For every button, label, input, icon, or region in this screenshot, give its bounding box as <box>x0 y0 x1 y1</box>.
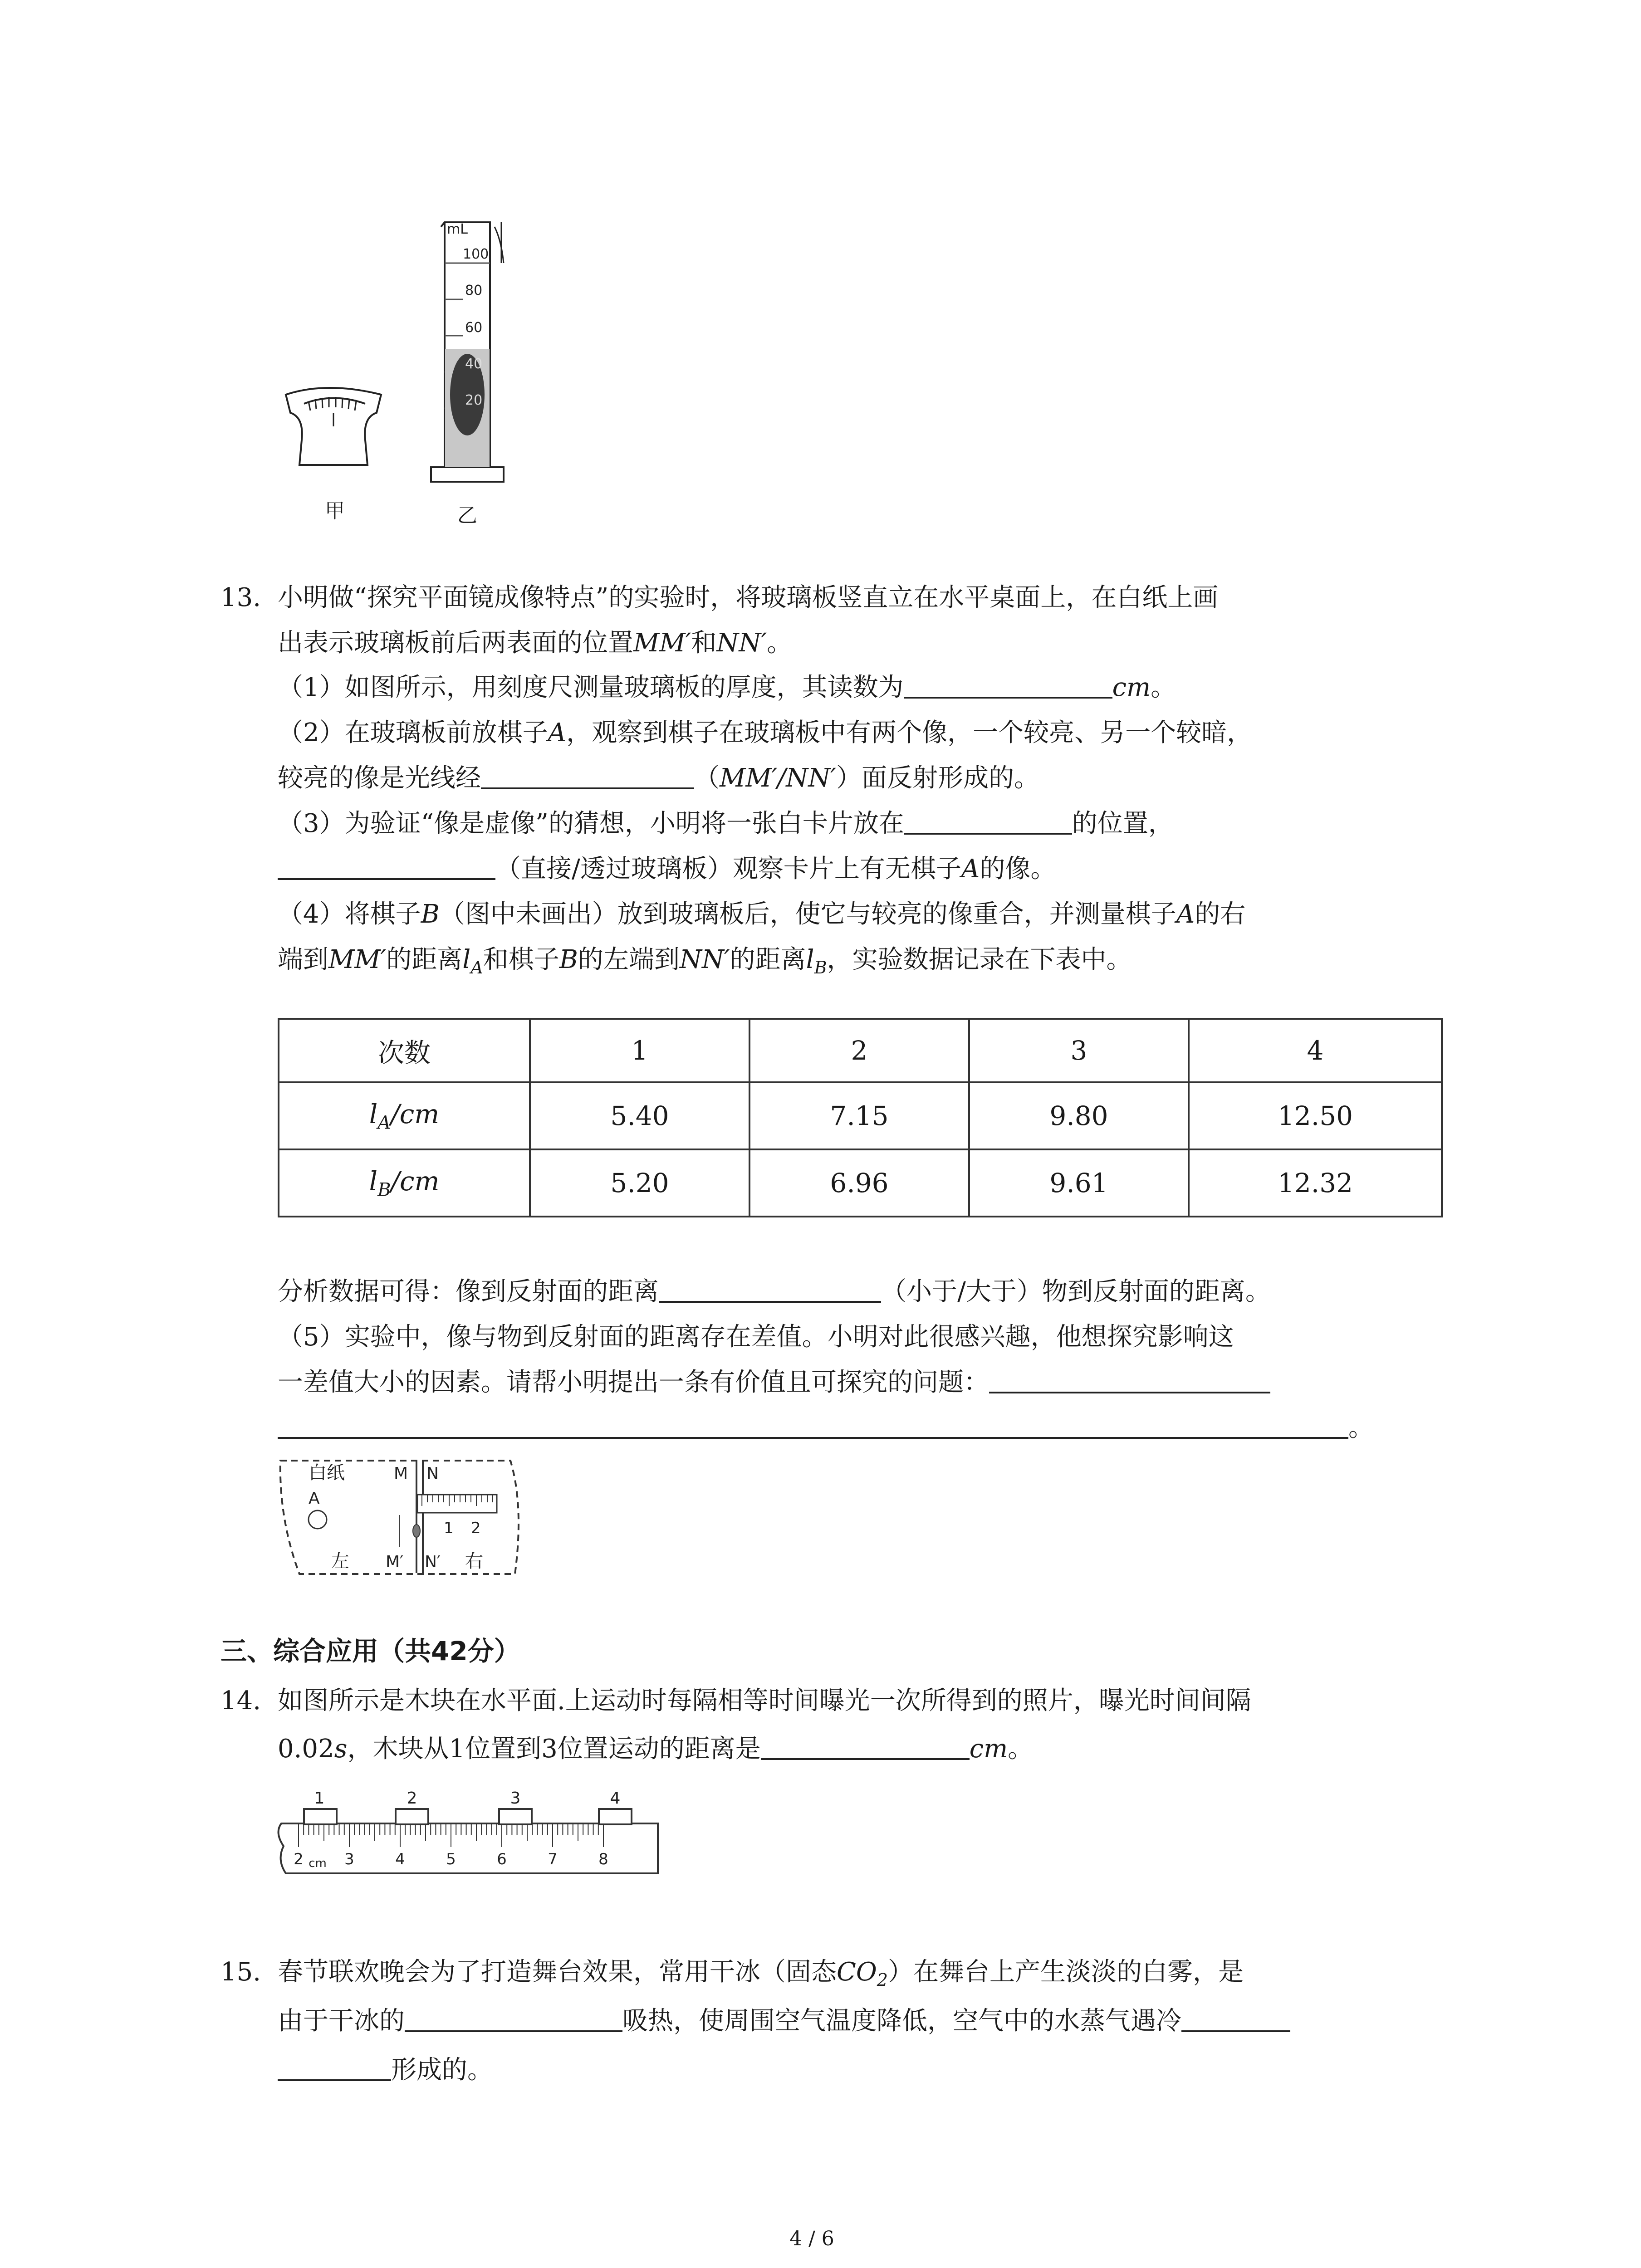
label-left: 左 <box>331 1551 349 1572</box>
q14-number: 14. <box>220 1686 261 1716</box>
svg-text:80: 80 <box>465 283 483 298</box>
page-number: 4 / 6 <box>789 2227 834 2250</box>
figure-q14 <box>272 1778 671 1887</box>
q13-stem-line1: 小明做“探究平面镜成像特点”的实验时，将玻璃板竖直立在水平桌面上，在白纸上画 <box>278 583 1219 612</box>
answer-blank-5[interactable] <box>659 1274 881 1303</box>
q13-part4-line1: （4）将棋子B（图中未画出）放到玻璃板后，使它与较亮的像重合，并测量棋子A的右 <box>278 899 1246 929</box>
caption-right: 乙 <box>457 504 477 527</box>
svg-text:8: 8 <box>598 1850 608 1868</box>
svg-text:1: 1 <box>314 1789 325 1808</box>
row-label-lb: $l_B/cm$ <box>279 1149 530 1217</box>
q15-line1: 春节联欢晚会为了打造舞台效果，常用干冰（固态$CO_2$）在舞台上产生淡淡的白雾，是 <box>278 1957 1244 1990</box>
table-header-cell: 4 <box>1189 1019 1442 1082</box>
q14-line1: 如图所示是木块在水平面.上运动时每隔相等时间曝光一次所得到的照片，曝光时间间隔 <box>278 1686 1251 1716</box>
answer-blank-6[interactable] <box>989 1364 1270 1393</box>
table-header-cell: 3 <box>969 1019 1189 1082</box>
label-paper: 白纸 <box>309 1462 345 1483</box>
table-row <box>279 1149 1442 1217</box>
answer-blank-3[interactable] <box>904 806 1072 835</box>
svg-text:7: 7 <box>548 1850 558 1868</box>
q13-part5-line2: 一差值大小的因素。请帮小明提出一条有价值且可探究的问题： <box>278 1364 1270 1401</box>
q13-part4-line2: 端到MM′的距离$l_A$和棋子B的左端到NN′的距离$l_B$，实验数据记录在下表中。 <box>278 945 1132 978</box>
svg-text:3: 3 <box>344 1850 354 1868</box>
label-right: 右 <box>465 1551 483 1572</box>
table-cell: 9.61 <box>969 1149 1189 1217</box>
svg-text:40: 40 <box>465 356 483 372</box>
table-cell: 12.32 <box>1189 1149 1442 1217</box>
caption-left: 甲 <box>325 499 345 523</box>
answer-blank-8[interactable] <box>761 1731 970 1760</box>
q15-number: 15. <box>220 1957 261 1987</box>
answer-blank-11[interactable] <box>278 2052 391 2081</box>
svg-text:2: 2 <box>471 1519 481 1537</box>
table-cell: 6.96 <box>749 1149 969 1217</box>
svg-text:100: 100 <box>463 246 489 262</box>
svg-text:4: 4 <box>610 1789 621 1808</box>
svg-text:2: 2 <box>407 1789 417 1808</box>
table-cell: 5.20 <box>530 1149 749 1217</box>
svg-text:2: 2 <box>294 1850 304 1868</box>
label-n: N <box>426 1464 439 1483</box>
q13-part3-line1: （3）为验证“像是虚像”的猜想，小明将一张白卡片放在 的位置， <box>278 806 1174 842</box>
q14-line2: 0.02s，木块从1位置到3位置运动的距离是 cm。 <box>278 1731 1033 1767</box>
svg-text:4: 4 <box>395 1850 405 1868</box>
cylinder-unit: mL <box>447 221 468 237</box>
svg-text:20: 20 <box>465 392 483 408</box>
svg-text:1: 1 <box>444 1519 454 1537</box>
svg-text:6: 6 <box>497 1850 507 1868</box>
table-cell: 12.50 <box>1189 1082 1442 1149</box>
q13-part2-line2: 较亮的像是光线经 （MM′/NN′）面反射形成的。 <box>278 760 1039 797</box>
q15-line3: 形成的。 <box>278 2052 493 2088</box>
table-cell: 9.80 <box>969 1082 1189 1149</box>
q15-line2: 由于干冰的 吸热，使周围空气温度降低，空气中的水蒸气遇冷 <box>278 2003 1290 2039</box>
table-row <box>279 1082 1442 1149</box>
table-cell: 5.40 <box>530 1082 749 1149</box>
q13-part3-line2: （直接/透过玻璃板）观察卡片上有无棋子A的像。 <box>278 851 1056 887</box>
q13-number: 13. <box>220 583 261 612</box>
answer-blank-1[interactable] <box>904 670 1112 699</box>
q13-part1: （1）如图所示，用刻度尺测量玻璃板的厚度，其读数为 cm。 <box>278 670 1176 706</box>
answer-blank-2[interactable] <box>481 760 694 789</box>
section-title: 三、综合应用（共42分） <box>220 1636 520 1667</box>
scale-and-cylinder-illustration <box>272 213 526 531</box>
q13-analysis: 分析数据可得：像到反射面的距离 （小于/大于）物到反射面的距离。 <box>278 1274 1271 1310</box>
svg-text:cm: cm <box>309 1857 327 1870</box>
label-m: M <box>394 1464 408 1483</box>
mirror-experiment-diagram <box>272 1452 526 1588</box>
answer-blank-7[interactable] <box>278 1410 1348 1439</box>
figure-q12 <box>272 213 526 531</box>
table-header-cell: 2 <box>749 1019 969 1082</box>
row-label-la: $l_A/cm$ <box>279 1082 530 1149</box>
svg-text:5: 5 <box>446 1850 456 1868</box>
q13-part2-line1: （2）在玻璃板前放棋子A，观察到棋子在玻璃板中有两个像，一个较亮、另一个较暗， <box>278 718 1253 748</box>
answer-blank-10[interactable] <box>1181 2003 1290 2032</box>
table-header-cell: 1 <box>530 1019 749 1082</box>
label-n-prime: N′ <box>425 1553 441 1571</box>
answer-blank-9[interactable] <box>405 2003 622 2032</box>
svg-text:3: 3 <box>510 1789 521 1808</box>
q13-part5-line1: （5）实验中，像与物到反射面的距离存在差值。小明对此很感兴趣，他想探究影响这 <box>278 1322 1234 1352</box>
q13-stem-line2: 出表示玻璃板前后两表面的位置MM′和NN′。 <box>278 628 793 658</box>
table-cell: 7.15 <box>749 1082 969 1149</box>
svg-text:60: 60 <box>465 320 483 336</box>
table-header-cell: 次数 <box>279 1019 530 1082</box>
answer-blank-4[interactable] <box>278 851 495 880</box>
label-a: A <box>309 1489 320 1508</box>
table-header-row <box>279 1019 1442 1082</box>
figure-q13 <box>272 1452 526 1588</box>
ruler-photo-diagram <box>272 1778 671 1887</box>
label-m-prime: M′ <box>386 1553 404 1571</box>
q13-part5-line3: 。 <box>278 1410 1374 1446</box>
measurement-table <box>278 1018 1443 1217</box>
